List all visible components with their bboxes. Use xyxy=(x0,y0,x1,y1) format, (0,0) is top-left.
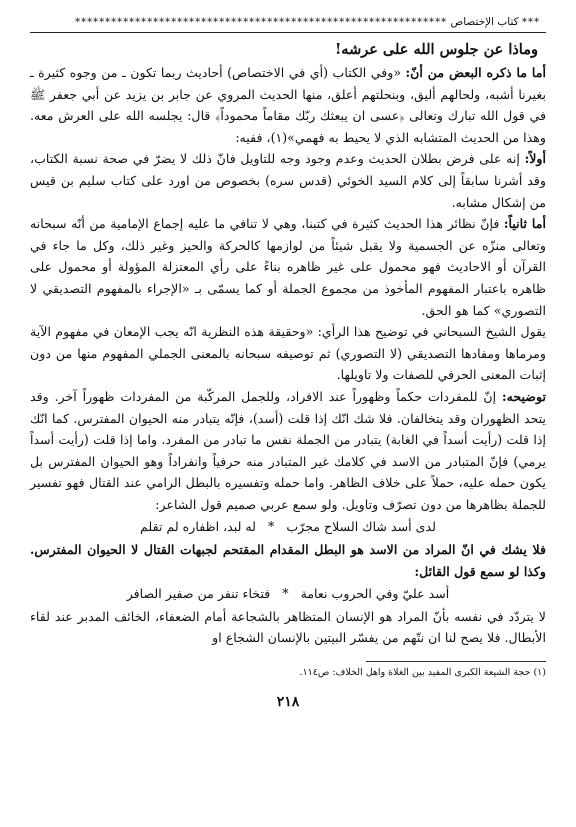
book-page xyxy=(30,14,546,710)
paragraph-2-lead: أولاً: xyxy=(524,151,546,167)
paragraph-3 xyxy=(30,213,546,321)
paragraph-5 xyxy=(30,386,546,516)
footnote: (١) حجة الشيعة الكبرى المفيد بين الغلاة واهل الخلاف: ص١١٤. xyxy=(299,667,546,679)
verse-1-hemistich-b: له لبد، اظفاره لم تقلم xyxy=(140,519,257,535)
poem-verse-2 xyxy=(30,583,546,605)
paragraph-7-text: لا يتردّد في نفسه بأنّ المراد هو الإنسان المتظاهر بالشجاعة أمام الضعفاء، الخائف المدبر عند لقاء الأبطال. فلا يصح لنا ان نتّهم من يفسّر البيتين بالإنسان الشجاع او xyxy=(30,608,546,646)
verse-2-separator: * xyxy=(282,586,289,602)
footnote-rule xyxy=(366,661,546,662)
paragraph-7 xyxy=(30,606,546,649)
paragraph-5-lead: توضيحه: xyxy=(501,388,546,404)
verse-2-hemistich-b: فتخاء تنفر من صفير الصافر xyxy=(126,586,271,602)
paragraph-1-lead: أما ما ذكره البعض من أنّ: xyxy=(405,65,546,80)
running-header xyxy=(30,14,546,30)
paragraph-6 xyxy=(30,539,546,582)
header-rule xyxy=(30,32,546,33)
paragraph-3-text: فإنّ نظائر هذا الحديث كثيرة في كتبنا، وهي لا تنافي ما عليه إجماع الإمامية من أنّه سبحانه وتعالى منزّه عن الجسمية ولا يقبل شيئاً من لوازمها كالحركة والحيز وغير ذلك، وكل ما جاء في القرآن أو الاحاديث فهو محمول على غير ظاهره بناءً على رأي المعتزلة المؤولة أو محمول على ظاهره باعتبار المفهوم المأخوذ من مجموع الجملة أو كما يسمّى بـ «الإجراء بالمفهوم التصديقي لا التصوري» كما هو الحق. xyxy=(30,216,546,318)
paragraph-1-text: «وفي الكتاب (أي في الاختصاص) أحاديث ربما تكون ـ من وجوه كثيرة ـ بغيرنا أشبه، ولحالهم أليق، وبنحلتهم أعلق، منها الحديث المروي عن جابر بن يزيد عن أبي جعفر ﷺ في قول الله تبارك وتعالى ﴿عسى ان يبعثك ربّك مقاماً محموداً﴾ قال: يجلسه الله على العرش معه. وهذا من الحديث المتشابه الذي لا يحيط به فهمي»(١)، ففيه: xyxy=(30,65,546,145)
paragraph-3-lead: أما ثانياً: xyxy=(503,216,546,232)
paragraph-4 xyxy=(30,321,546,386)
verse-1-separator: * xyxy=(268,519,275,535)
page-number: ٢١٨ xyxy=(276,694,300,711)
paragraph-2 xyxy=(30,148,546,213)
paragraph-1 xyxy=(30,62,546,148)
header-title: كتاب الإختصاص xyxy=(450,16,519,28)
section-heading: وماذا عن جلوس الله على عرشه! xyxy=(334,41,538,58)
paragraph-6-text: فلا يشك في انّ المراد من الاسد هو البطل المقدام المقتحم لجبهات القتال لا الحيوان المفترس. وكذا لو سمع قول القائل: xyxy=(30,542,546,579)
paragraph-2-text: إنه على فرض بطلان الحديث وعدم وجود وجه للتاويل فانّ ذلك لا يضرّ في صحة نسبة الكتاب، وقد أشرنا سابقاً إلى كلام السيد الخوئي (قدس سره) بخصوص من اورد على كتاب سليم بن قيس من إشكال مشابه. xyxy=(30,151,546,210)
paragraph-4-text: يقول الشيخ السبحاني في توضيح هذا الرأي: «وحقيقة هذه النظرية انّه يجب الإمعان في مفهوم الآية ومرماها ومفادها التصديقي (لا التصوري) ثم توصيفه سبحانه بالمعنى الجملي المفهوم منها من دون إثبات المعنى الحرفي للصفات ولا تاويلها. xyxy=(30,324,546,383)
header-dots: ************************************************************** xyxy=(75,16,448,28)
header-stars: *** xyxy=(522,16,540,28)
verse-2-hemistich-a: أسد عليّ وفي الحروب نعامة xyxy=(300,586,450,602)
poem-verse-1 xyxy=(30,516,546,538)
verse-1-hemistich-a: لدى أسد شاك السلاح مجرّب xyxy=(286,519,436,535)
paragraph-5-text: إنّ للمفردات حكماً وظهوراً عند الافراد، وللجمل المركّبة من المفردات ظهوراً آخر. وقد يتحد الظهوران وقد يتخالفان. فلا شك انّك إذا قلت (أسد)، فإنّه يتبادر منه الحيوان المفترس. كما انّك إذا قلت (رأيت أسداً في الغابة) يتبادر من الجملة نفس ما تبادر من المفرد. واما إذا قلت (رأيت أسداً يرمي) فإنّ المتبادر من الاسد في كلامك غير المتبادر منه حرفياً وانفراداً وهو الحيوان المفترس بل يكون حمله عليه، حملاً على خلاف الظاهر. واما حمله وتفسيره بالبطل الرامي عند القتال فهو تفسير للجملة بظاهرها من دون تصرّف وتاويل. ولو سمع عربي صميم قول الشاعر: xyxy=(30,388,546,512)
